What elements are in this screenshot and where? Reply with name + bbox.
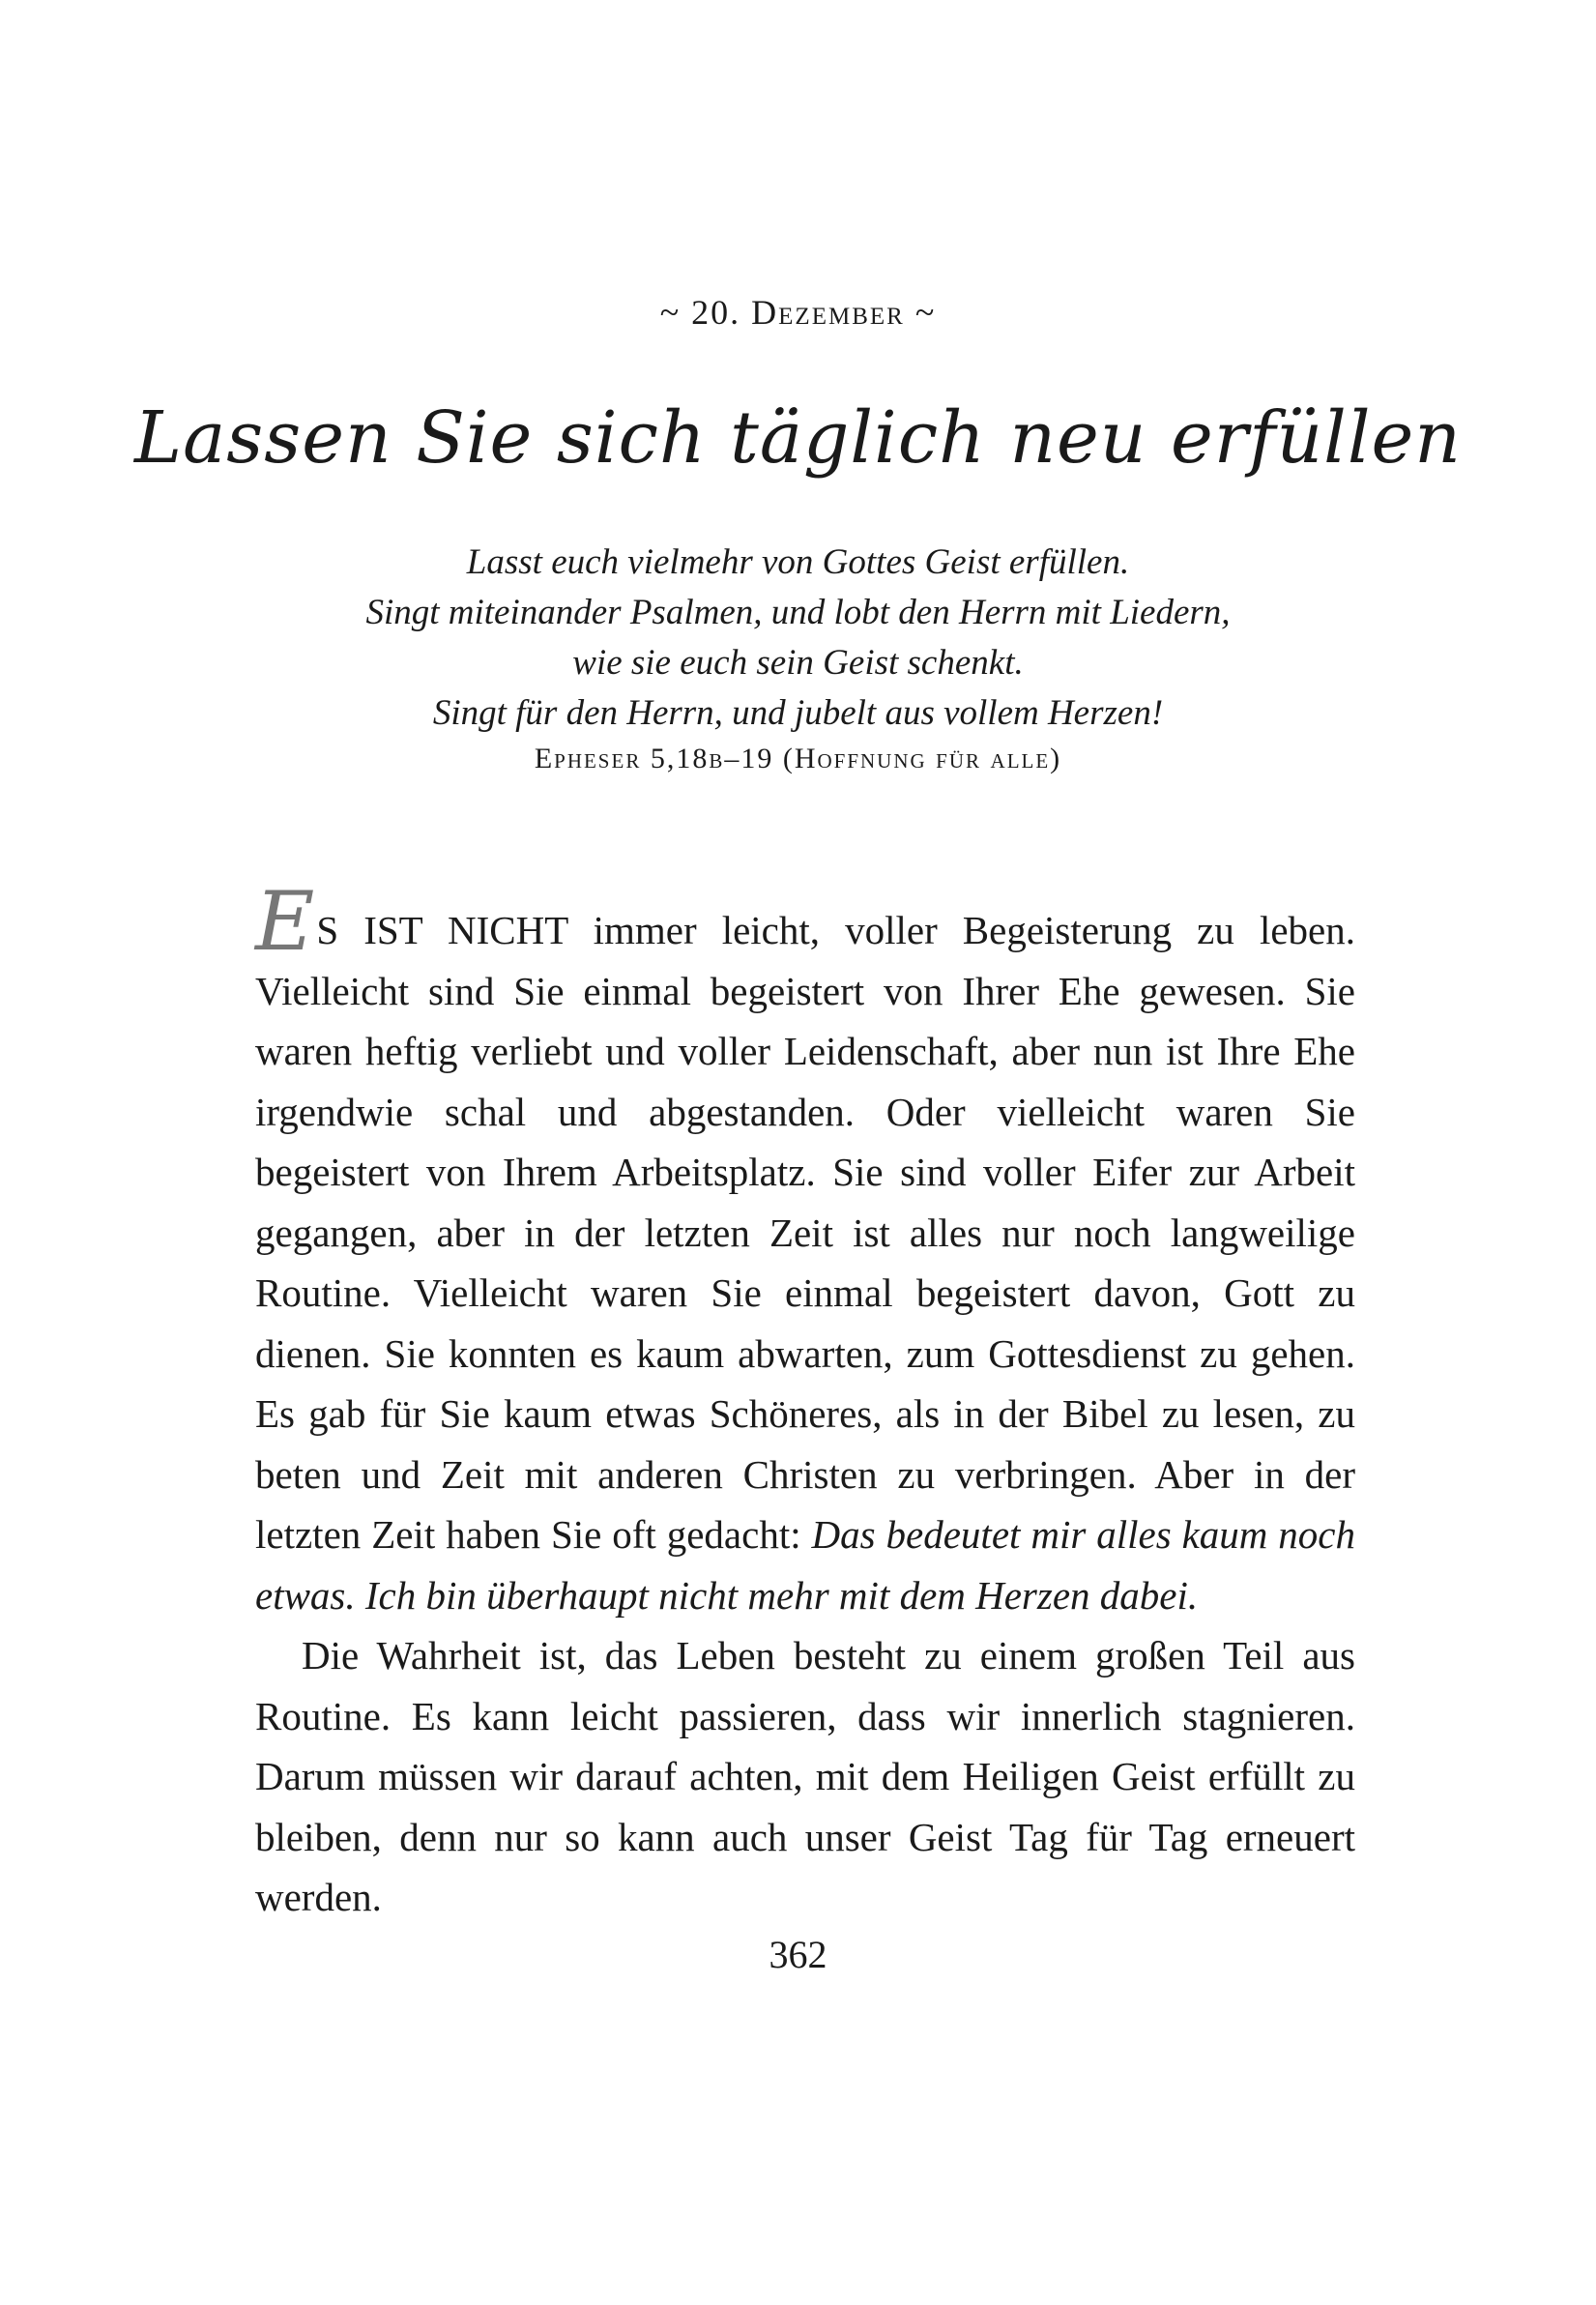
body-paragraph-1 <box>255 874 1355 1625</box>
devotional-body <box>255 874 1355 1928</box>
page-number: 362 <box>769 1933 827 1976</box>
page-title: Lassen Sie sich täglich neu erfüllen <box>134 396 1462 480</box>
verse-line: Singt für den Herrn, und jubelt aus vollem Herzen! <box>432 693 1164 733</box>
body-paragraph-2: Die Wahrheit ist, das Leben besteht zu einem großen Teil aus Routine. Es kann leicht passieren, dass wir innerlich stagnieren. Darum müssen wir darauf achten, mit dem Heiligen Geist erfüllt zu bleiben, denn nur so kann auch unser Geist Tag für Tag erneuert werden. <box>255 1633 1355 1919</box>
lead-in-caps: S IST NICHT <box>316 908 568 952</box>
verse-line: wie sie euch sein Geist schenkt. <box>572 643 1024 683</box>
scripture-reference: Epheser 5,18b–19 (Hoffnung für alle) <box>534 743 1062 774</box>
drop-cap: E <box>255 874 315 969</box>
italic-quote: Das bedeutet mir alles kaum noch etwas. Ich bin überhaupt nicht mehr mit dem Herzen dabei. <box>255 1512 1355 1618</box>
verse-line: Lasst euch vielmehr von Gottes Geist erfüllen. <box>466 542 1130 582</box>
paragraph-text: immer leicht, voller Begeisterung zu leben. Vielleicht sind Sie einmal begeistert von Ihrer Ehe gewesen. Sie waren heftig verliebt und voller Leidenschaft, aber nun ist Ihre Ehe irgendwie schal und abgestanden. Oder vielleicht waren Sie begeistert von Ihrem Arbeitsplatz. Sie sind voller Eifer zur Arbeit gegangen, aber in der letzten Zeit ist alles nur noch langweilige Routine. Vielleicht waren Sie einmal begeistert davon, Gott zu dienen. Sie konnten es kaum abwarten, zum Gottesdienst zu gehen. Es gab für Sie kaum etwas Schöneres, als in der Bibel zu lesen, zu beten und Zeit mit anderen Christen zu verbringen. Aber in der letzten Zeit haben Sie oft gedacht: <box>255 908 1355 1557</box>
date-heading: ~ 20. Dezember ~ <box>659 293 937 332</box>
verse-line: Singt miteinander Psalmen, und lobt den Herrn mit Liedern, <box>365 593 1231 632</box>
scripture-verse <box>0 538 1596 739</box>
